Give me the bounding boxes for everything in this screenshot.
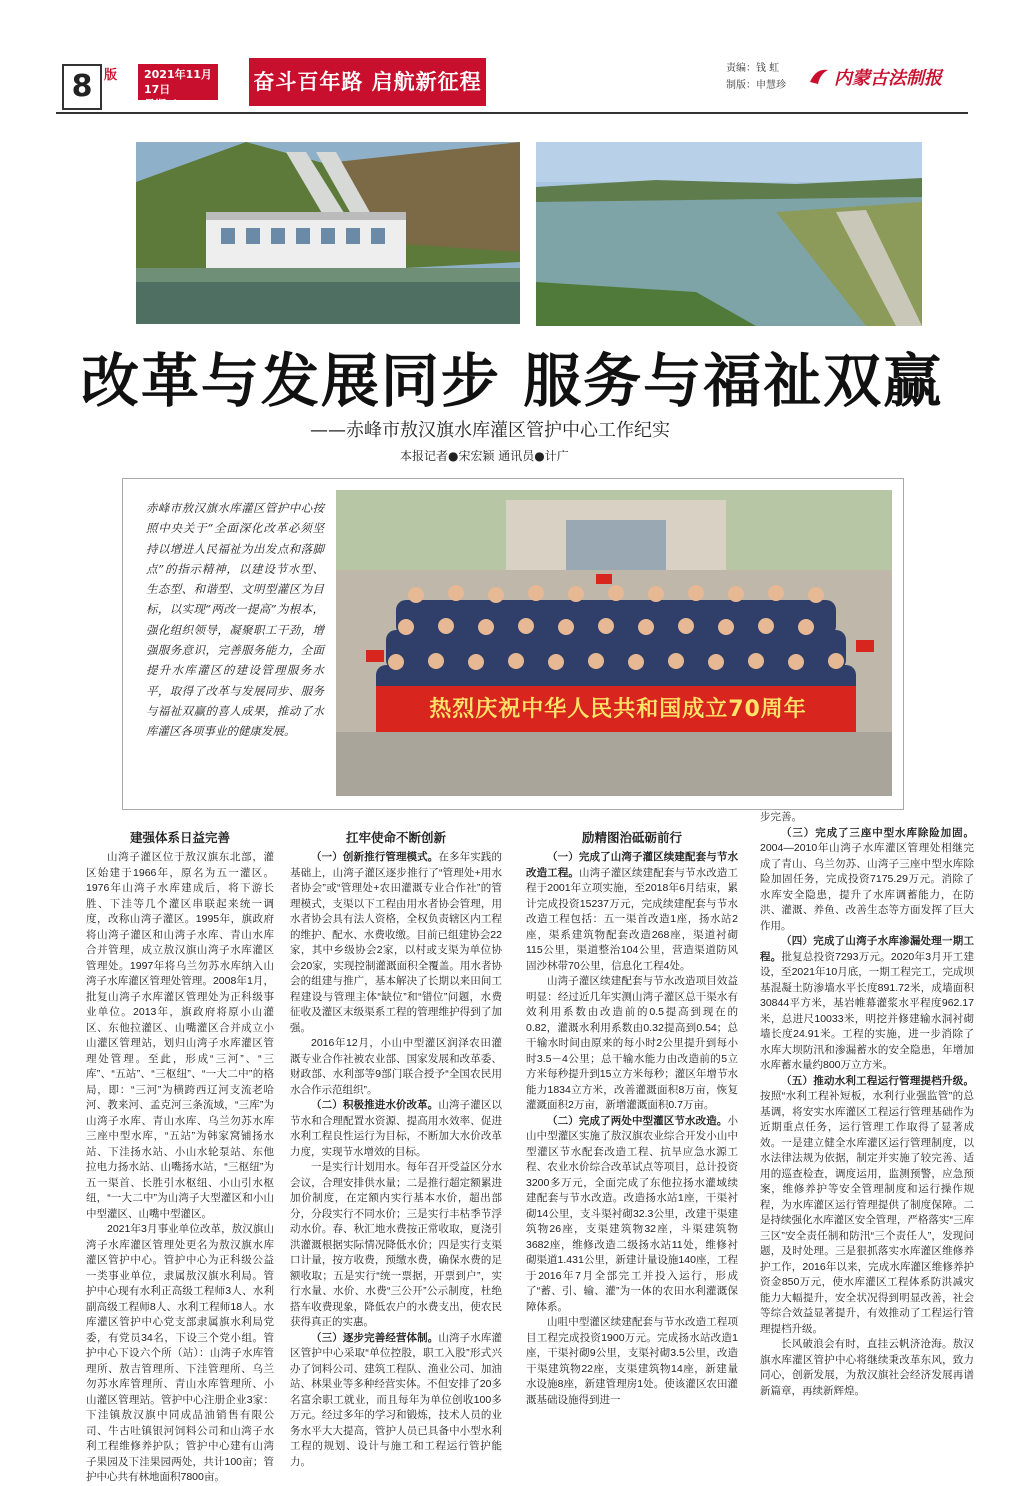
column-3-para-3-body: 小山中型灌区实施了敖汉旗农业综合开发小山中型灌区节水配套改造工程、抗旱应急水源工程、农业水价综合改革试点等项目，总计投资3200多万元，全面完成了东他拉扬水灌域续建配套与节水改造。改造扬水站1座，干渠衬砌14公里，支斗渠衬砌32.3公里，改建干渠建筑物26座，支渠建筑物32座，斗渠建筑物3682座，维修改造二级扬水站11处，维修衬砌渠道1.431公里，新建计量设施140座，工程于2016年7月全部完工并投入运行，形成了“蓄、引、输、灌”为一体的农田水利灌溉保障体系。 bbox=[526, 1114, 738, 1313]
column-1-heading: 建强体系日益完善 bbox=[129, 830, 230, 845]
column-2-heading: 扛牢使命不断创新 bbox=[345, 830, 446, 845]
column-2-para-1 bbox=[290, 850, 502, 1036]
group-photo-image bbox=[336, 490, 892, 796]
lead-paragraph: 赤峰市敖汉旗水库灌区管护中心按照中央关于“全面深化改革必须坚持以增进人民福祉为出发点和落脚点”的指示精神，以建设节水型、生态型、和谐型、文明型灌区为目标，以实现“两改一提高”为根本，强化组织领导，凝聚职工干劲，增强服务意识，完善服务能力，全面提升水库灌区的建设管理服务水平，取得了改革与发展同步、服务与福祉双赢的喜人成果，推动了水库灌区各项事业的健康发展。 bbox=[146, 501, 324, 739]
editor-credits bbox=[726, 60, 786, 94]
column-2-para-2: 2016年12月，小山中型灌区润泽农田灌溉专业合作社被农业部、国家发展和改革委、财政部、水利部等9部门联合授予“全国农民用水合作示范组织”。 bbox=[290, 1037, 502, 1096]
column-3-para-2: 山湾子灌区续建配套与节水改造项目效益明显：经过近几年实测山湾子灌区总干渠水有效利用系数由改造前的0.5提高到现在的0.82，灌溉水利用系数由0.32提高到0.54；总干输水时间由原来的每小时2公里提升到每小时3.5－4公里；总干输水能力由改造前的5立方米每秒提升到15立方米每秒；灌区年增节水能力1834立方米，改善灌溉面积8万亩，恢复灌溉面积2万亩，新增灌溉面积0.7万亩。 bbox=[526, 975, 738, 1111]
column-2-para-4: 一是实行计划用水。每年召开受益区分水会议，合理安排供水量；二是推行超定额累进加价制度，在定额内实行基本水价，超出部分，分段实行不同水价；三是实行丰枯季节浮动水价。春、秋汇地水费按正常收取，夏浇引洪灌溉根据实际情况降低水价；四是实行支渠口计量，按方收费，预缴水费，确保水费的足额收取；五是实行“统一票据，开票到户”，实行水量、水价、水费“三公开”公示制度，杜绝搭车收费现象，降低农户的水费支出，使农民获得真正的实惠。 bbox=[290, 1161, 502, 1328]
column-2-para-5-body: 山湾子水库灌区管护中心采取“单位控股，职工入股”形式兴办了饲料公司、建筑工程队、渔业公司、加油站、林果业等多种经营实体。不但安排了20多名富余职工就业，而且每年为单位创收100多万元。经过多年的学习和锻炼，技术人员的业务水平大大提高，管护人员已具备中小型水利工程的规划、设计与施工和工程运行管护能力。 bbox=[290, 1331, 503, 1468]
column-4-para-3-body: 按照“水利工程补短板，水利行业强监管”的总基调，将安实水库灌区工程运行管理基础作为近期重点任务，运行管理工作取得了显著成效。一是建立健全水库灌区运行管理制度，以水法律法规为依据，制定并实施了较完善、适用的巡查检查，调度运用，监测预警，应急预案，维修养护等安全管理制度和运行操作规程，为水库灌区运行管理提供了制度保障。二是持续强化水库灌区安全管理，严格落实“三库三区”安全责任制和防汛“三个责任人”，发现问题，及时处理。三是狠抓落实水库灌区维修养护工作，2016年以来，完成水库灌区维修养护资金850万元，使水库灌区工程体系防洪减灾能力大幅提升，安全状况得到明显改善，社会等综合效益显著提升，有效推动了工程运行管理提档升级。 bbox=[760, 1090, 974, 1335]
column-3-para-3 bbox=[526, 1114, 738, 1316]
column-4-para-4: 长风破浪会有时，直挂云帆济沧海。敖汉旗水库灌区管护中心将继续秉改革东风，致力同心，创新发展，为敖汉旗社会经济发展再谱新篇章，再续新辉煌。 bbox=[760, 1338, 974, 1397]
pump-station-image bbox=[136, 142, 520, 324]
column-2-para-3-title: （二）积极推进水价改革。 bbox=[311, 1099, 439, 1111]
column-1-para-1: 山湾子灌区位于敖汉旗东北部，灌区始建于1966年，原名为五一灌区。1976年山湾子水库建成后，将下游长胜、下洼等几个灌区串联起来统一调度，改称山湾子灌区。1995年，旗政府将山湾子灌区和山湾子水库、青山水库合并管理，成立敖汉旗山湾子水库灌区管理处。1997年将乌兰勿苏水库纳入山湾子水库灌区管理处管理。2008年1月，批复山湾子水库灌区管理处为正科级事业单位。2013年，旗政府将原小山灌区、东他拉灌区、山嘴灌区合并成立小山灌区管理站，划归山湾子水库灌区管理处管理。至此，形成“三河”、“三库”、“五站”、“三枢纽”、“一大二中”的格局，即：“三河”为横跨西辽河支流老哈河、教来河、孟克河三条流域，“三库”为山湾子水库、青山水库、乌兰勿苏水库三座中型水库，“五站”为韩家窝铺扬水站、下洼扬水站、小山水轮泵站、东他拉电力扬水站、山嘴扬水站，“三枢纽”为五一渠首、长胜引水枢纽、小山引水枢纽，“一大二中”为山湾子大型灌区和小山中型灌区、山嘴中型灌区。 bbox=[86, 851, 274, 1220]
column-3-para-3-title: （二）完成了两处中型灌区节水改造。 bbox=[547, 1114, 728, 1127]
column-2-para-1-title: （一）创新推行管理模式。 bbox=[311, 851, 439, 863]
column-3-heading: 励精图治砥砺前行 bbox=[581, 830, 682, 845]
column-4 bbox=[760, 810, 974, 1399]
column-3-para-1-body: 山湾子灌区续建配套与节水改造工程于2001年立项实施，至2018年6月结束，累计完成投资15237万元，完成续建配套与节水改造工程包括：五一渠首改造1座，扬水站2座，渠系建筑物配套改造268座，渠道衬砌115公里，渠道整治104公里，营造渠道防风固沙林带70公里，信息化工程4处。 bbox=[526, 866, 739, 972]
page-label: 版 bbox=[104, 68, 118, 83]
logo-mark-icon bbox=[808, 66, 830, 88]
newspaper-name: 内蒙古法制报 bbox=[834, 68, 942, 89]
column-4-para-1-title: （三）完成了三座中型水库除险加固。 bbox=[781, 826, 974, 839]
column-4-para-2 bbox=[760, 934, 974, 1074]
column-4-para-1-body: 2004—2010年山湾子水库灌区管理处相继完成了青山、乌兰勿苏、山湾子三座中型水库除险加固任务，完成投资7175.29万元。消除了水库安全隐患，提升了水库调蓄能力，在防洪、灌溉、养鱼、改善生态等方面发挥了巨大作用。 bbox=[760, 842, 974, 932]
header-rule bbox=[56, 112, 968, 114]
reservoir-image bbox=[536, 142, 922, 326]
issue-date bbox=[138, 64, 218, 111]
column-3 bbox=[526, 830, 738, 1408]
photo-pump-station bbox=[136, 142, 520, 324]
column-2-para-5 bbox=[290, 1331, 502, 1471]
column-4-para-0: 步完善。 bbox=[760, 811, 802, 823]
article-title: 改革与发展同步 服务与福祉双赢 bbox=[80, 347, 944, 415]
group-photo bbox=[336, 490, 892, 796]
column-4-para-3 bbox=[760, 1074, 974, 1338]
editor-name: 责编：钱 虹 bbox=[726, 63, 780, 74]
layout-name: 制版：申慧珍 bbox=[726, 80, 786, 91]
page-number: 8 bbox=[62, 64, 102, 110]
column-3-para-1-title: （一）完成了山湾子灌区续建配套与节水改造工程。 bbox=[526, 851, 738, 879]
column-2-para-5-title: （三）逐步完善经营体制。 bbox=[311, 1331, 439, 1344]
section-slogan: 奋斗百年路 启航新征程 bbox=[249, 58, 486, 106]
photo-reservoir bbox=[536, 142, 922, 326]
column-1-para-2: 2021年3月事业单位改革，敖汉旗山湾子水库灌区管理处更名为敖汉旗水库灌区管护中心。管护中心为正科级公益一类事业单位，隶属敖汉旗水利局。管护中心现有水利正高级工程师3人、水利副高级工程师8人、水利工程师18人。水库灌区管护中心党支部隶属旗水利局党委，有党员34名，下设三个党小组。管护中心下设六个所（站）：山湾子水库管理所、敖吉管理所、下洼管理所、乌兰勿苏水库管理所、青山水库管理所、小山灌区管理站。管护中心注册企业3家：下洼镇敖汉旗中同成品油销售有限公司、牛古吐镇银河饲料公司和山湾子水利工程维修养护队；管护中心建有山湾子果园及下洼果园两处，共计100亩；管护中心共有林地面积7800亩。 bbox=[86, 1223, 274, 1483]
weekday-text: 星期三 bbox=[144, 98, 177, 111]
column-4-para-2-title: （四）完成了山湾子水库渗漏处理一期工程。 bbox=[760, 935, 974, 963]
column-4-para-1 bbox=[760, 826, 974, 935]
column-4-para-3-title: （五）推动水利工程运行管理提档升级。 bbox=[781, 1074, 974, 1087]
column-2 bbox=[290, 830, 502, 1470]
article-byline: 本报记者●宋宏颖 通讯员●计广 bbox=[400, 449, 569, 463]
column-2-para-3-body: 山湾子灌区以节水和合理配置水资源、提高用水效率、促进水利工程良性运行为目标，不断加大水价改革力度，实现节水增效的目标。 bbox=[290, 1099, 503, 1158]
column-3-para-4: 山咀中型灌区续建配套与节水改造工程项目工程完成投资1900万元。完成扬水站改造1座，干渠衬砌9公里，支渠衬砌3.5公里，改造干渠建筑物22座，支渠建筑物14座，新建量水设施8座，新建管理房1处。使该灌区农田灌溉基础设施得到进一 bbox=[526, 1316, 738, 1406]
column-1 bbox=[86, 830, 274, 1486]
date-text: 2021年11月17日 bbox=[144, 68, 212, 96]
column-2-para-1-body: 在多年实践的基础上，山湾子灌区逐步推行了“管理处+用水者协会”或“管理处+农田灌溉专业合作社”的管理模式，支渠以下工程由用水者协会管理，用水者协会具有法人资格，全权负责辖区内工程的维护、配水、水费收缴。目前已组建协会22家，其中乡级协会2家，以村或支渠为单位协会20家，实现控制灌溉面积全覆盖。用水者协会的组建与推广，基本解决了长期以来田间工程建设与管理主体“缺位”和“错位”问题，水费征收及灌区末级渠系工程的管理维护得到了加强。 bbox=[290, 851, 503, 1034]
column-3-para-1 bbox=[526, 850, 738, 974]
newspaper-logo bbox=[808, 64, 942, 90]
column-4-para-2-body: 批复总投资7293万元。2020年3月开工建设，至2021年10月底，一期工程完工，完成坝基混凝土防渗墙水平长度891.72米，成墙面积30844平方米，基岩帷幕灌浆水平程度962.17米，总进尺10033米，明挖并修建输水洞衬砌墙长度24.91米。工程的实施，进一步消除了水库大坝防汛和渗漏蓄水的安全隐患，年增加水库蓄水量约800万立方米。 bbox=[760, 950, 974, 1071]
column-2-para-3 bbox=[290, 1098, 502, 1160]
photo-banner-text: 热烈庆祝中华人民共和国成立70周年 bbox=[429, 697, 807, 722]
article-subtitle: ——赤峰市敖汉旗水库灌区管护中心工作纪实 bbox=[310, 420, 670, 441]
